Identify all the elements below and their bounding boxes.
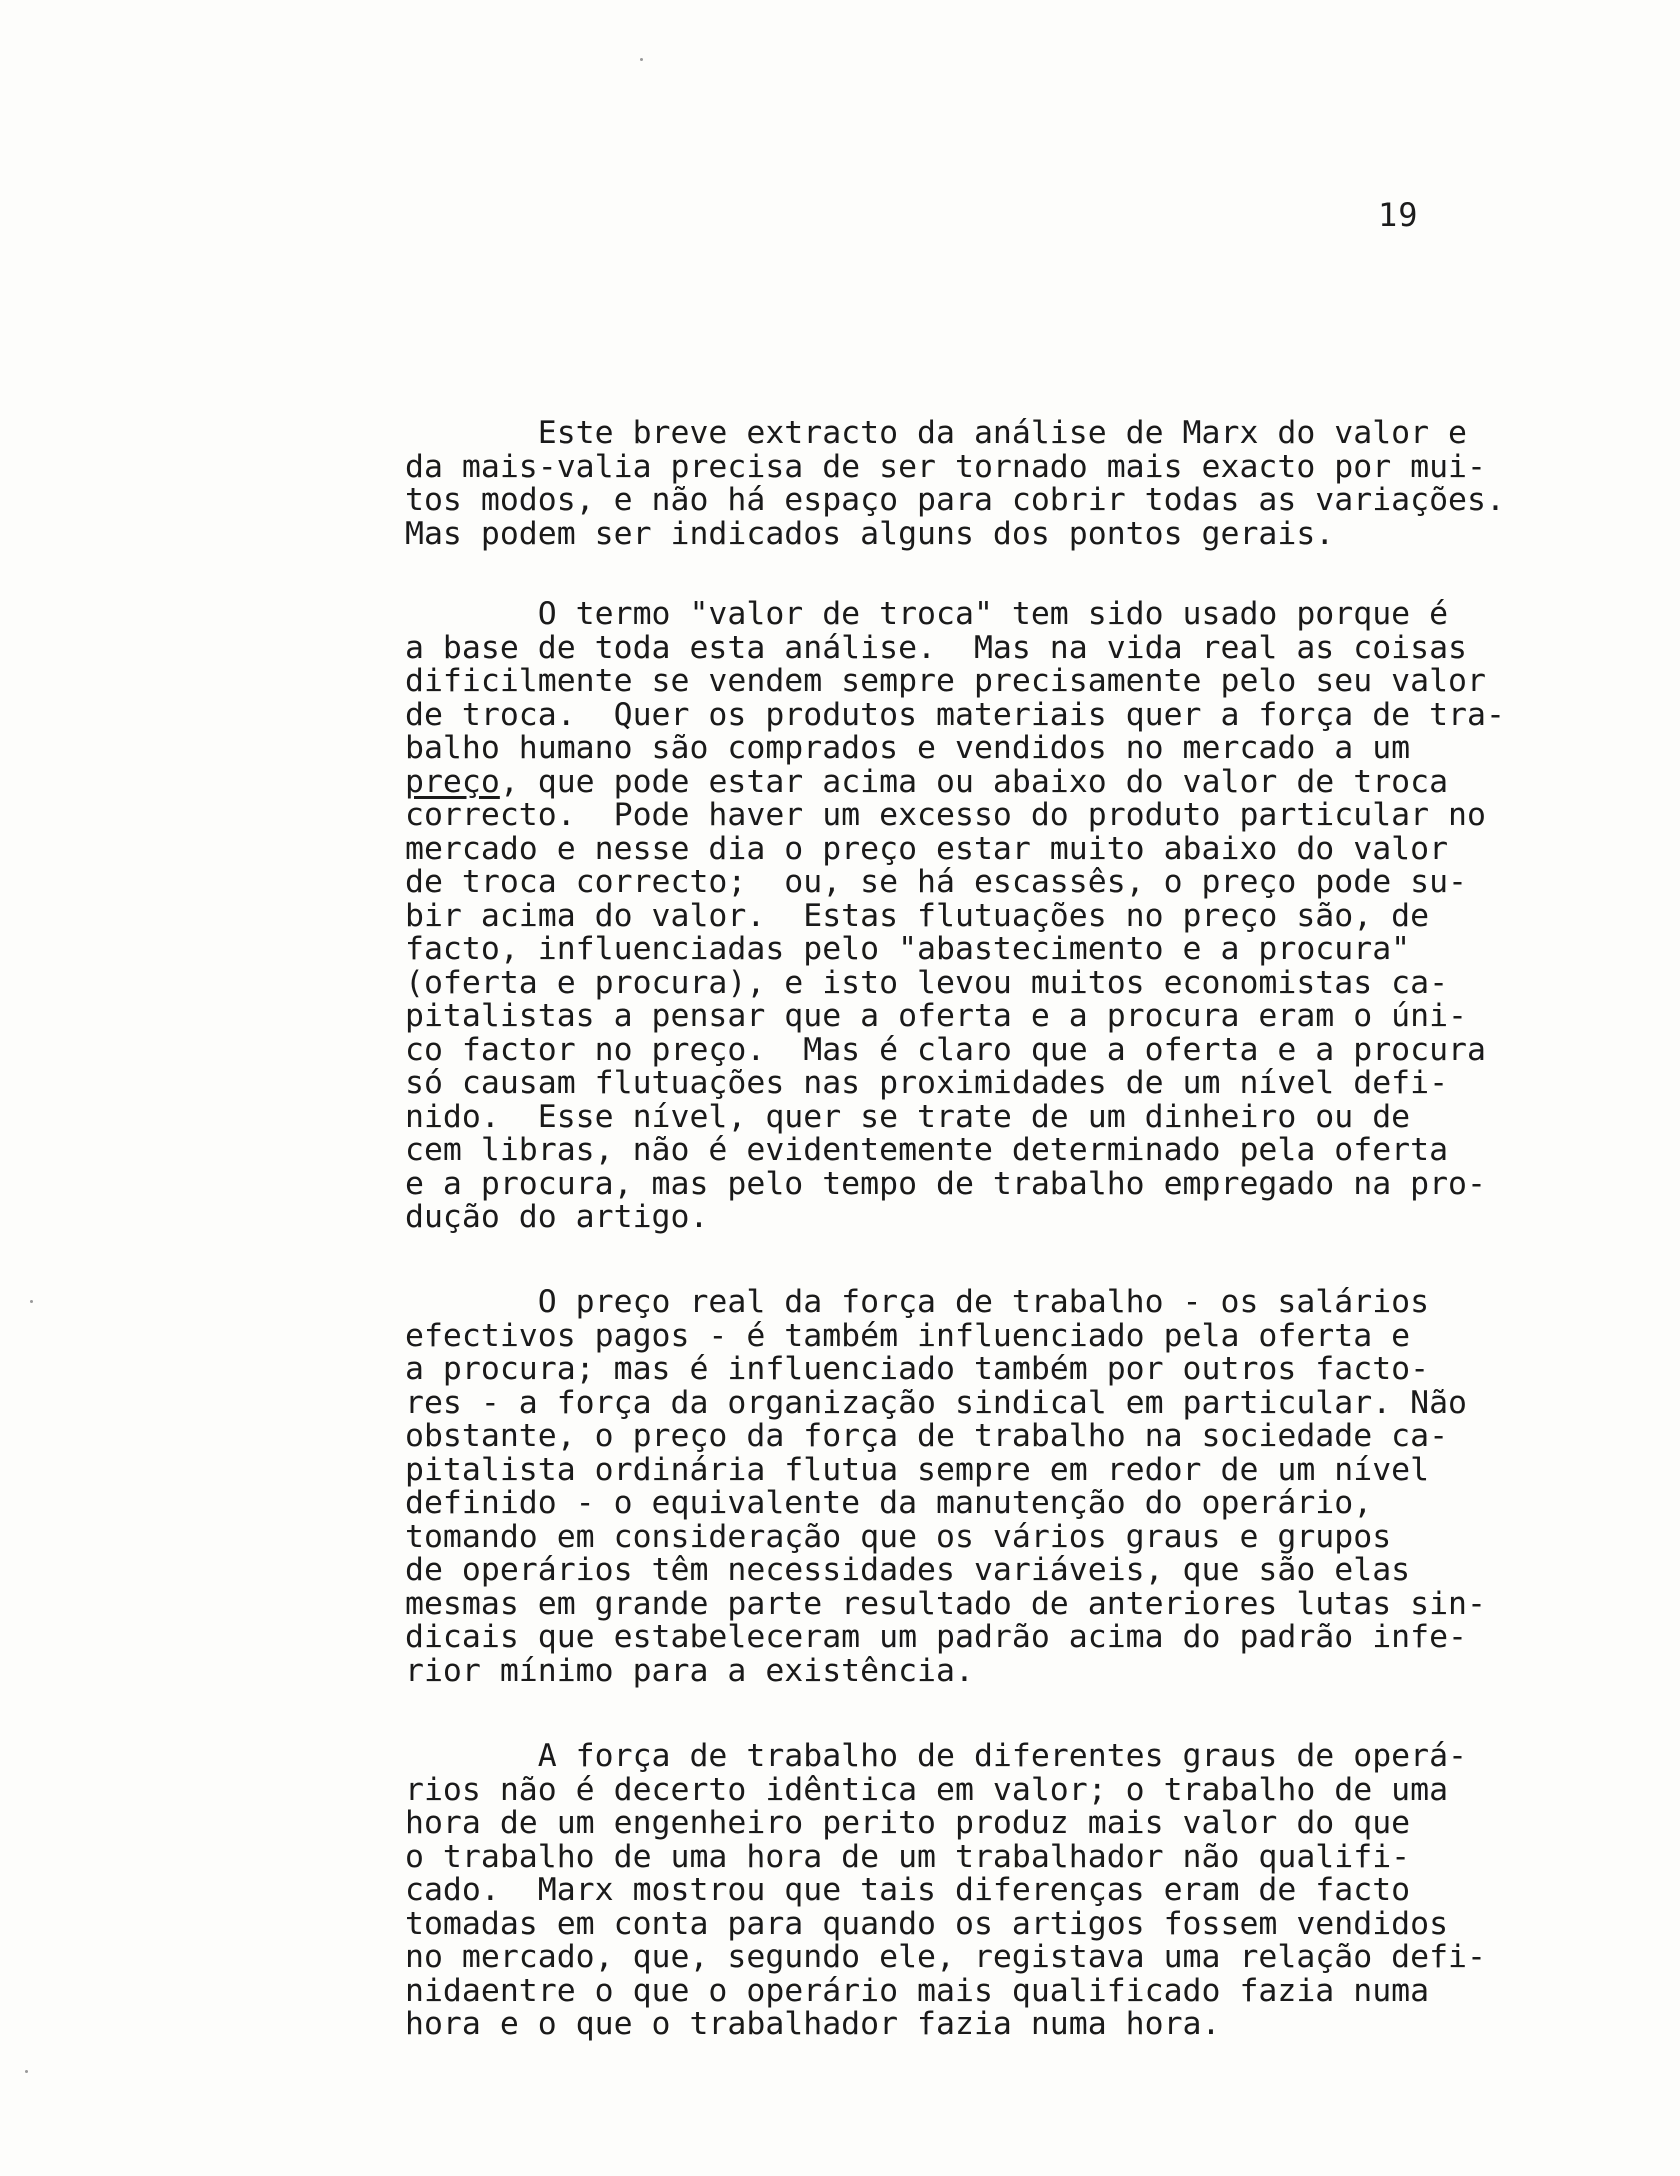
text-line: cem libras, não é evidentemente determinado pela oferta <box>405 1132 1449 1168</box>
text-line: mesmas em grande parte resultado de anteriores lutas sin- <box>405 1585 1486 1622</box>
text-line: de troca. Quer os produtos materiais quer a força de tra- <box>405 696 1505 733</box>
text-line: correcto. Pode haver um excesso do produto particular no <box>405 797 1486 833</box>
text-line: Mas podem ser indicados alguns dos pontos gerais. <box>405 515 1335 552</box>
text-line: cado. Marx mostrou que tais diferenças eram de facto <box>405 1872 1411 1908</box>
paragraph-2 <box>405 598 1585 1235</box>
text-line: o trabalho de uma hora de um trabalhador não qualifi- <box>405 1838 1411 1875</box>
text-line: a base de toda esta análise. Mas na vida real as coisas <box>405 629 1468 666</box>
scan-speck <box>25 2070 28 2073</box>
text-line: dicais que estabeleceram um padrão acima do padrão infe- <box>405 1619 1468 1655</box>
text-line: rior mínimo para a existência. <box>405 1652 974 1689</box>
text-line: res - a força da organização sindical em particular. Não <box>405 1384 1468 1421</box>
text-line: (oferta e procura), e isto levou muitos economistas ca- <box>405 964 1449 1001</box>
text-line: mercado e nesse dia o preço estar muito abaixo do valor <box>405 830 1449 867</box>
text-line: pitalistas a pensar que a oferta e a procura eram o úni- <box>405 998 1468 1034</box>
text-line: no mercado, que, segundo ele, registava uma relação defi- <box>405 1939 1486 1975</box>
paragraph-4 <box>405 1740 1585 2042</box>
text-line: Este breve extracto da análise de Marx do valor e <box>405 415 1468 451</box>
text-line: pitalista ordinária flutua sempre em redor de um nível <box>405 1451 1430 1488</box>
text-line: nidaentre o que o operário mais qualificado fazia numa <box>405 1972 1430 2009</box>
paragraph-3 <box>405 1286 1585 1688</box>
text-line: preço, que pode estar acima ou abaixo do valor de troca <box>405 763 1449 800</box>
text-line: tomadas em conta para quando os artigos fossem vendidos <box>405 1905 1449 1942</box>
text-line: tomando em consideração que os vários graus e grupos <box>405 1518 1392 1555</box>
text-line: hora de um engenheiro perito produz mais valor do que <box>405 1805 1411 1841</box>
underlined-word: preço <box>405 763 500 800</box>
text-line: de operários têm necessidades variáveis, que são elas <box>405 1552 1411 1588</box>
text-line: dução do artigo. <box>405 1199 709 1235</box>
text-line: da mais-valia precisa de ser tornado mais exacto por mui- <box>405 448 1486 485</box>
text-line: a procura; mas é influenciado também por outros facto- <box>405 1351 1430 1387</box>
text-line: bir acima do valor. Estas flutuações no preço são, de <box>405 897 1430 934</box>
text-line: O preço real da força de trabalho - os salários <box>405 1284 1430 1320</box>
text-line: rios não é decerto idêntica em valor; o trabalho de uma <box>405 1771 1449 1808</box>
text-line: dificilmente se vendem sempre precisamente pelo seu valor <box>405 663 1486 699</box>
text-line: só causam flutuações nas proximidades de um nível defi- <box>405 1065 1449 1101</box>
text-line: de troca correcto; ou, se há escassês, o preço pode su- <box>405 864 1468 900</box>
paragraph-1 <box>405 417 1585 551</box>
page-number: 19 <box>1378 196 1419 234</box>
text-line: tos modos, e não há espaço para cobrir todas as variações. <box>405 482 1505 518</box>
text-line: co factor no preço. Mas é claro que a oferta e a procura <box>405 1031 1486 1068</box>
text-line: e a procura, mas pelo tempo de trabalho empregado na pro- <box>405 1165 1486 1202</box>
text-line: O termo "valor de troca" tem sido usado porque é <box>405 596 1449 632</box>
scan-speck <box>30 1300 33 1303</box>
text-line: efectivos pagos - é também influenciado pela oferta e <box>405 1317 1411 1354</box>
text-line: definido - o equivalente da manutenção do operário, <box>405 1485 1373 1521</box>
scan-speck <box>640 58 643 61</box>
text-line: facto, influenciadas pelo "abastecimento e a procura" <box>405 931 1411 967</box>
text-line: nido. Esse nível, quer se trate de um dinheiro ou de <box>405 1098 1411 1135</box>
text-line: A força de trabalho de diferentes graus de operá- <box>405 1738 1468 1774</box>
text-line: obstante, o preço da força de trabalho na sociedade ca- <box>405 1418 1449 1454</box>
text-line: hora e o que o trabalhador fazia numa hora. <box>405 2006 1221 2042</box>
text-line: balho humano são comprados e vendidos no mercado a um <box>405 730 1411 766</box>
